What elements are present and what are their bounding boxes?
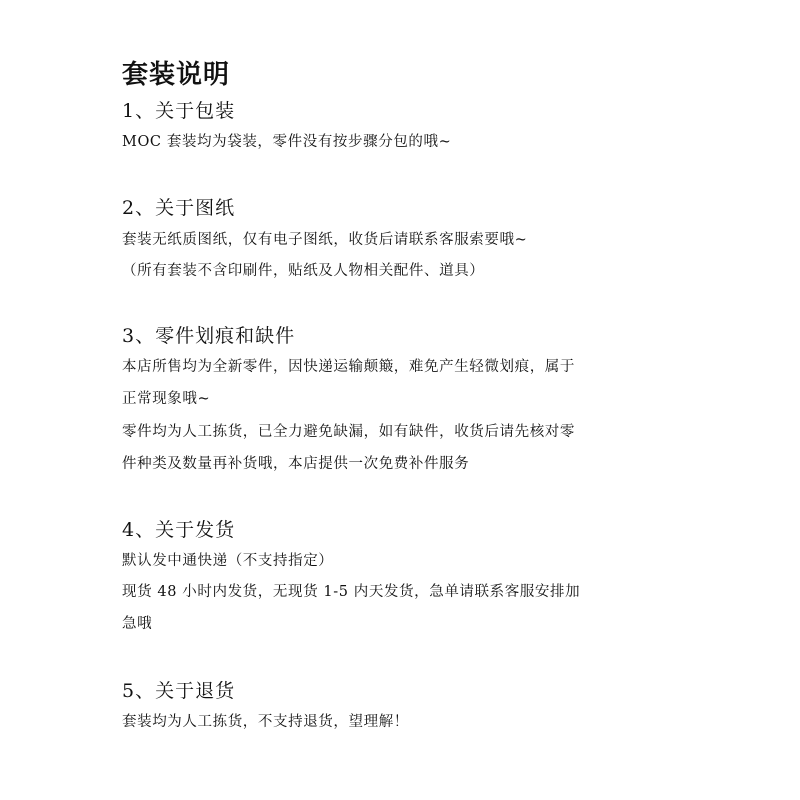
section-text-line: 套装均为人工拣货，不支持退货，望理解！: [122, 714, 409, 730]
section-text-line: 零件均为人工拣货，已全力避免缺漏，如有缺件，收货后请先核对零: [122, 424, 575, 440]
page-title: 套装说明: [122, 60, 231, 90]
section-heading-scratches-missing-parts: 3、零件划痕和缺件: [122, 325, 296, 347]
section-text-line: 默认发中通快递（不支持指定）: [122, 553, 334, 569]
section-text-line: 本店所售均为全新零件，因快递运输颠簸，难免产生轻微划痕，属于: [122, 359, 575, 375]
section-heading-packaging: 1、关于包装: [122, 100, 236, 122]
section-text-line: 件种类及数量再补货哦，本店提供一次免费补件服务: [122, 456, 470, 472]
section-heading-returns: 5、关于退货: [122, 680, 236, 702]
section-text-line: 套装无纸质图纸，仅有电子图纸，收货后请联系客服索要哦~: [122, 232, 528, 248]
section-text-line: 急哦: [122, 616, 153, 632]
section-heading-drawings: 2、关于图纸: [122, 197, 236, 219]
section-heading-shipping: 4、关于发货: [122, 519, 236, 541]
section-text-line: 现货 48 小时内发货，无现货 1-5 内天发货，急单请联系客服安排加: [122, 584, 581, 600]
section-text-line: MOC 套装均为袋装，零件没有按步骤分包的哦~: [122, 134, 452, 150]
section-text-line: 正常现象哦~: [122, 391, 211, 407]
section-text-line: （所有套装不含印刷件，贴纸及人物相关配件、道具）: [122, 263, 485, 279]
